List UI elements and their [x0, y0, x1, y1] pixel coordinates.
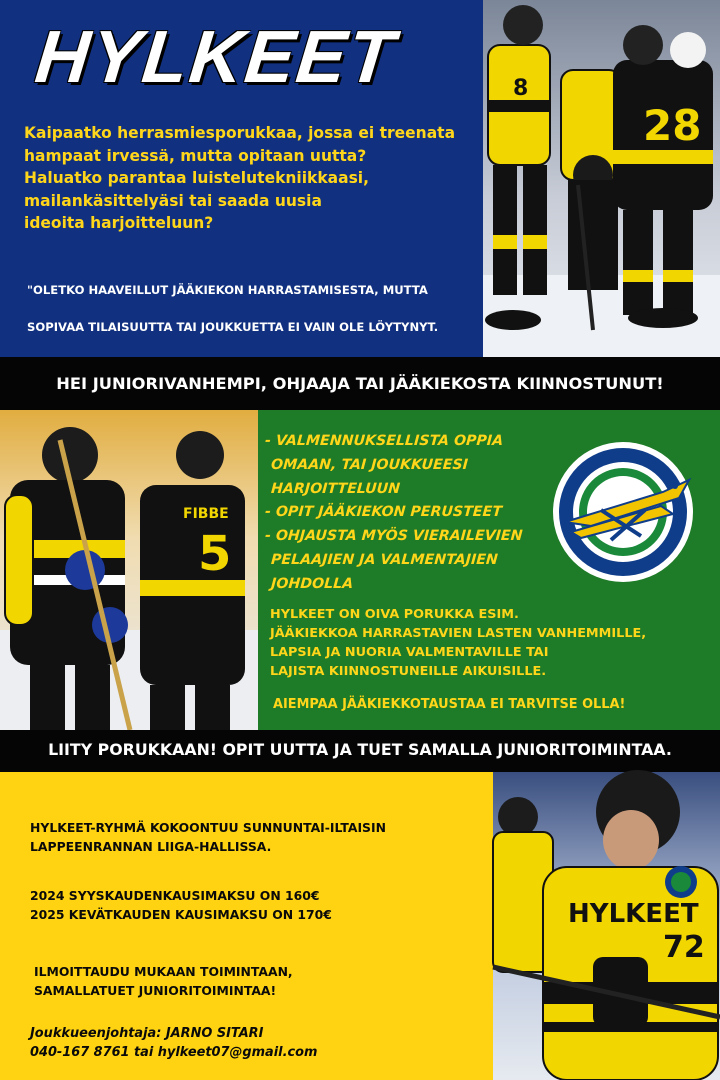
fee-line: 2025 KEVÄTKAUDEN KAUSIMAKSU ON 170€ — [30, 907, 332, 922]
hockey-players-photo-middle — [0, 410, 258, 730]
jersey-number-text: 28 — [643, 101, 702, 150]
benefits-section — [258, 410, 720, 730]
benefit-line: - VALMENNUKSELLISTA OPPIA — [264, 433, 504, 449]
intro-line: ideoita harjoitteluun? — [24, 213, 214, 233]
no-background-needed: AIEMPAA JÄÄKIEKKOTAUSTAA EI TARVITSE OLLA! — [273, 697, 626, 712]
quote-line: SOPIVAA TILAISUUTTA TAI JOUKKUETTA EI VAIN OLE LÖYTYNYT. — [27, 319, 439, 334]
players-illustration — [483, 0, 720, 357]
jersey-name-text: FIBBE — [183, 506, 229, 522]
meeting-line: HYLKEET-RYHMÄ KOKOONTUU SUNNUNTAI-ILTAISIN — [30, 820, 386, 835]
meeting-info — [30, 818, 386, 856]
audience-line: JÄÄKIEKKOA HARRASTAVIEN LASTEN VANHEMMILLE, — [270, 626, 647, 641]
poster-title: HYLKEET — [31, 15, 400, 98]
audience-line: LAPSIA JA NUORIA VALMENTAVILLE TAI — [270, 645, 549, 660]
jersey-text: HYLKEET — [568, 899, 699, 929]
hockey-player-photo-bottom — [493, 772, 720, 1080]
banner-juniors: HEI JUNIORIVANHEMPI, OHJAAJA TAI JÄÄKIEKOSTA KIINNOSTUNUT! — [0, 357, 720, 410]
benefit-line: OMAAN, TAI JOUKKUEESI — [270, 456, 469, 473]
intro-line: Haluatko parantaa luistelutekniikkaasi, — [24, 168, 370, 188]
player-illustration — [493, 772, 720, 1080]
benefit-line: JOHDOLLA — [270, 575, 354, 592]
banner-join: LIITY PORUKKAAN! OPIT UUTTA JA TUET SAMALLA JUNIORITOIMINTAA. — [0, 730, 720, 772]
contact-details[interactable]: 040-167 8761 tai hylkeet07@gmail.com — [30, 1045, 318, 1060]
benefit-line: PELAAJIEN JA VALMENTAJIEN — [270, 551, 499, 568]
benefits-list — [265, 430, 522, 597]
fee-line: 2024 SYYSKAUDENKAUSIMAKSU ON 160€ — [30, 888, 320, 903]
intro-line: Kaipaatko herrasmiesporukkaa, jossa ei treenata — [24, 123, 456, 143]
signup-info — [34, 962, 293, 1000]
quote-line: "OLETKO HAAVEILLUT JÄÄKIEKON HARRASTAMISESTA, MUTTA — [27, 282, 428, 297]
benefit-line: - OPIT JÄÄKIEKON PERUSTEET — [264, 504, 503, 521]
jersey-number-text: 8 — [513, 76, 529, 101]
info-section — [0, 772, 493, 1080]
hockey-players-photo-top — [483, 0, 720, 357]
team-logo — [551, 440, 695, 584]
audience-line: LAJISTA KIINNOSTUNEILLE AIKUISILLE. — [270, 664, 547, 679]
signup-line: ILMOITTAUDU MUKAAN TOIMINTAAN, — [34, 964, 293, 979]
contact-info — [30, 1024, 317, 1062]
jersey-number-text: 72 — [663, 930, 705, 965]
meeting-line: LAPPEENRANNAN LIIGA-HALLISSA. — [30, 839, 272, 854]
audience-line: HYLKEET ON OIVA PORUKKA ESIM. — [270, 607, 519, 622]
fee-info — [30, 886, 332, 924]
benefit-line: HARJOITTELUUN — [270, 480, 401, 497]
signup-line: SAMALLATUET JUNIORITOIMINTAA! — [34, 983, 277, 998]
jersey-number-text: 5 — [198, 526, 232, 582]
target-audience-text — [270, 605, 646, 681]
intro-line: mailankäsittelyäsi tai saada uusia — [24, 191, 322, 210]
contact-name: Joukkueenjohtaja: JARNO SITARI — [30, 1026, 264, 1041]
intro-line: hampaat irvessä, mutta opitaan uutta? — [24, 146, 367, 165]
benefit-line: - OHJAUSTA MYÖS VIERAILEVIEN — [264, 528, 524, 545]
players-illustration — [0, 410, 258, 730]
intro-text — [24, 122, 484, 235]
